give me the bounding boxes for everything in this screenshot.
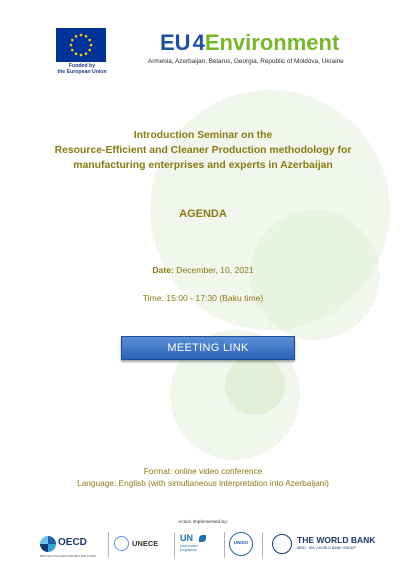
logo-divider (262, 532, 263, 558)
brand-eu: EU (160, 30, 191, 55)
unep-un-text: UN (180, 533, 193, 543)
funded-by-line1: Funded by (68, 63, 96, 69)
oecd-emblem-icon (40, 536, 56, 552)
logo-divider (224, 532, 225, 558)
language-line: Language: English (with simultaneous interpretation into Azerbaijani) (77, 478, 329, 488)
unep-subtitle: environment programme (180, 544, 199, 552)
seminar-title (20, 128, 386, 173)
format-block (0, 465, 406, 489)
title-line1: Introduction Seminar on the (133, 130, 273, 141)
unido-text: UNIDO (233, 540, 249, 545)
unep-leaf-icon (199, 535, 206, 542)
funded-by-line2: the European Union (57, 69, 107, 75)
eu4environment-logo (160, 32, 339, 54)
world-bank-logo (272, 532, 376, 558)
unece-logo (114, 532, 170, 558)
title-line2: Resource-Efficient and Cleaner Production methodology for (54, 145, 352, 156)
agenda-heading: AGENDA (179, 208, 227, 220)
brand-4: 4 (192, 30, 205, 55)
meeting-link-button[interactable]: MEETING LINK (121, 336, 295, 360)
logo-divider (108, 532, 109, 558)
title-line3: manufacturing enterprises and experts in Azerbaijan (73, 160, 333, 171)
unece-text: UNECE (132, 539, 159, 548)
format-line: Format: online video conference (143, 466, 263, 476)
world-bank-text: THE WORLD BANK (297, 535, 376, 545)
oecd-tagline: BETTER POLICIES FOR BETTER LIVES (40, 554, 96, 558)
oecd-logo (40, 532, 106, 558)
time-line: Time: 15:00 - 17:30 (Baku time) (142, 293, 264, 303)
logo-divider (174, 532, 175, 558)
decorative-circle (225, 355, 285, 415)
unido-logo (228, 532, 256, 558)
decorative-circle (250, 210, 380, 340)
funded-by-text (44, 63, 120, 75)
eu-flag-icon (56, 28, 106, 62)
date-line (0, 265, 406, 275)
un-emblem-icon (114, 536, 129, 551)
world-bank-globe-icon (272, 534, 292, 554)
brand-environment: Environment (204, 30, 340, 55)
date-label: Date: (152, 265, 174, 275)
action-implemented-by: Action implemented by: (178, 520, 228, 525)
unep-logo (180, 532, 222, 558)
oecd-text: OECD (58, 537, 87, 548)
world-bank-subtitle: IBRD · IDA | WORLD BANK GROUP (297, 546, 356, 550)
date-value: December, 10, 2021 (173, 265, 254, 275)
brand-countries: Armenia, Azerbaijan, Belarus, Georgia, Republic of Moldova, Ukraine (148, 58, 344, 65)
